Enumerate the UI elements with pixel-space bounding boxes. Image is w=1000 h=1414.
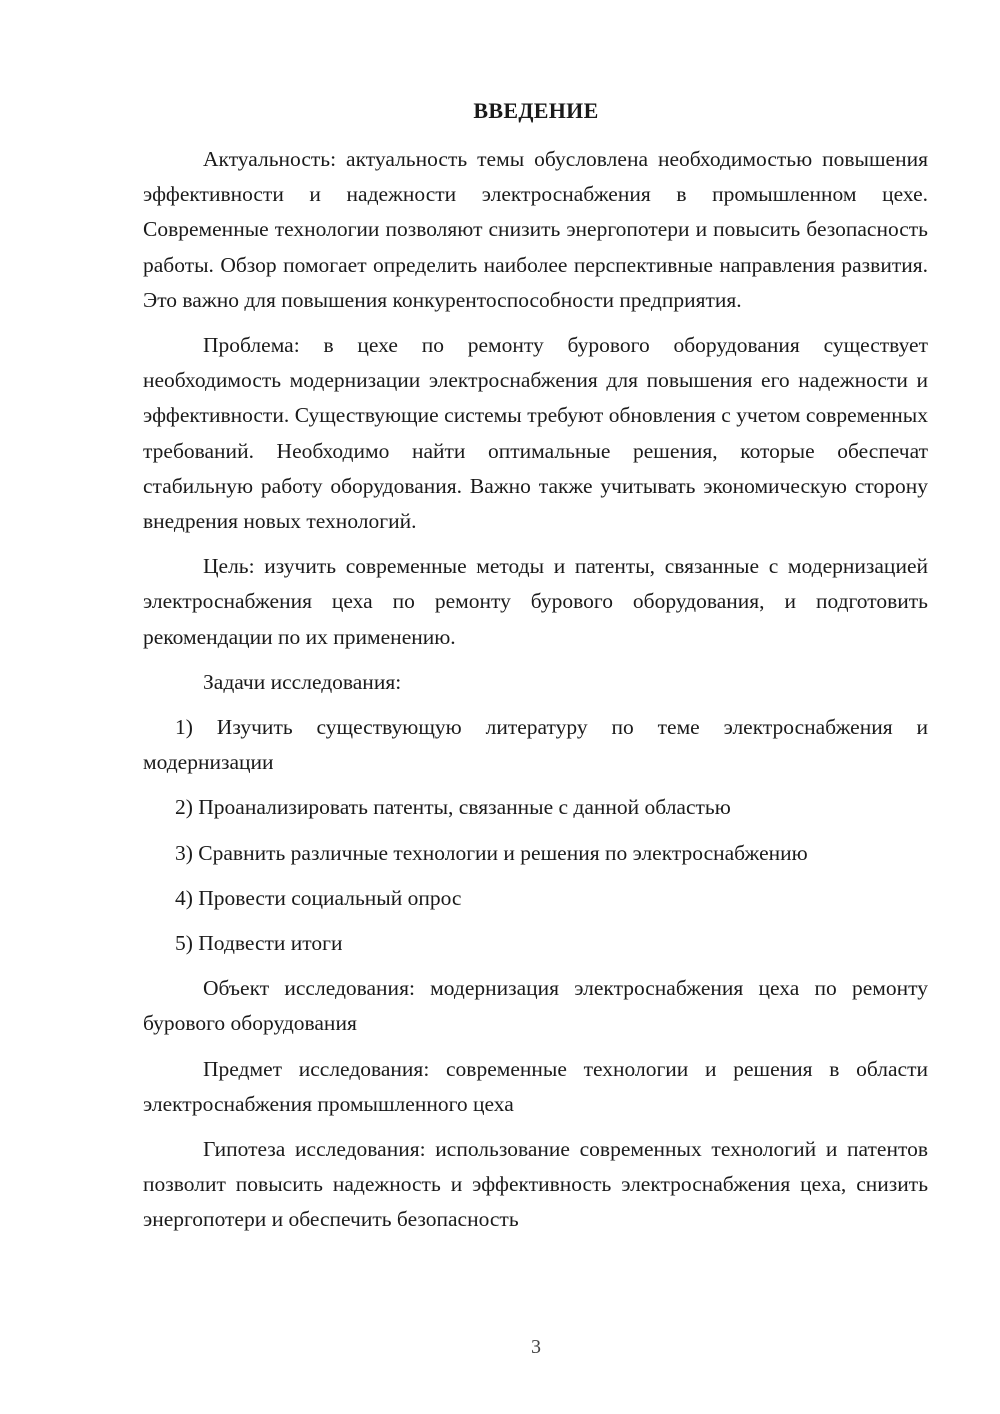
task-item-2: 2) Проанализировать патенты, связанные с данной областью xyxy=(175,795,731,820)
task-item-1: 1) Изучить существующую литературу по теме электроснабжения и модернизации xyxy=(143,715,928,775)
paragraph-subject: Предмет исследования: современные технологии и решения в области электроснабжения промышленного цеха xyxy=(143,1056,928,1116)
paragraph-hypothesis: Гипотеза исследования: использование современных технологий и патентов позволит повысить надежность и эффективность электроснабжения цеха, снизить энергопотери и обеспечить безопасность xyxy=(143,1137,928,1232)
section-heading: ВВЕДЕНИЕ xyxy=(473,98,599,123)
page-number: 3 xyxy=(531,1336,541,1358)
document-body xyxy=(143,142,928,1248)
paragraph-relevance: Актуальность: актуальность темы обусловлена необходимостью повышения эффективности и надежности электроснабжения в промышленном цехе. Современные технологии позволяют снизить энергопотери и повысить безопасность работы. Обзор помогает определить наиболее перспективные направления развития. Это важно для повышения конкурентоспособности предприятия. xyxy=(143,147,928,312)
paragraph-object: Объект исследования: модернизация электроснабжения цеха по ремонту бурового оборудования xyxy=(143,976,928,1036)
paragraph-goal: Цель: изучить современные методы и патенты, связанные с модернизацией электроснабжения цеха по ремонту бурового оборудования, и подготовить рекомендации по их применению. xyxy=(143,554,928,649)
paragraph-tasks-title: Задачи исследования: xyxy=(203,669,402,694)
task-item-5: 5) Подвести итоги xyxy=(175,931,343,956)
task-item-4: 4) Провести социальный опрос xyxy=(175,885,462,910)
task-item-3: 3) Сравнить различные технологии и решения по электроснабжению xyxy=(175,840,808,865)
paragraph-problem: Проблема: в цехе по ремонту бурового оборудования существует необходимость модернизации электроснабжения для повышения его надежности и эффективности. Существующие системы требуют обновления с учетом современных требований. Необходимо найти оптимальные решения, которые обеспечат стабильную работу оборудования. Важно также учитывать экономическую сторону внедрения новых технологий. xyxy=(143,333,928,534)
